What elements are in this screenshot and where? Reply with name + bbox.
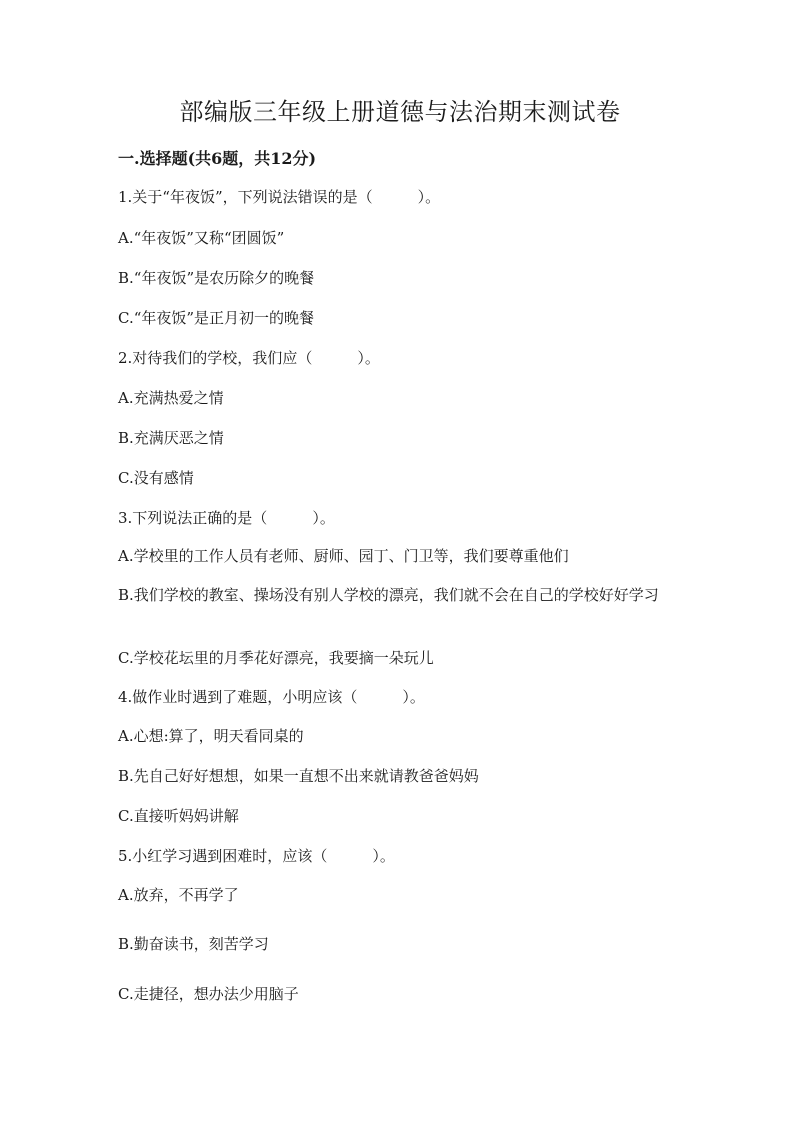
question-4-stem: 4.做作业时遇到了难题，小明应该（ ）。 [118,688,425,706]
question-5-option-a: A.放弃，不再学了 [118,886,239,904]
question-1-option-a: A.“年夜饭”又称“团圆饭” [118,229,285,247]
question-1-option-c: C.“年夜饭”是正月初一的晚餐 [118,309,315,327]
question-3-option-b: B.我们学校的教室、操场没有别人学校的漂亮，我们就不会在自己的学校好好学习 [118,586,659,604]
question-3-stem: 3.下列说法正确的是（ ）。 [118,509,335,527]
question-3-option-a: A.学校里的工作人员有老师、厨师、园丁、门卫等，我们要尊重他们 [118,547,569,565]
question-2-option-a: A.充满热爱之情 [118,389,224,407]
question-2-option-c: C.没有感情 [118,469,194,487]
question-2-option-b: B.充满厌恶之情 [118,429,224,447]
question-5-option-c: C.走捷径，想办法少用脑子 [118,985,299,1003]
question-1-option-b: B.“年夜饭”是农历除夕的晚餐 [118,269,315,287]
question-4-option-b: B.先自己好好想想，如果一直想不出来就请教爸爸妈妈 [118,767,479,785]
question-1-stem: 1.关于“年夜饭”，下列说法错误的是（ ）。 [118,188,441,206]
document-title: 部编版三年级上册道德与法治期末测试卷 [179,98,621,126]
question-4-option-a: A.心想:算了，明天看同桌的 [118,727,304,745]
question-3-option-c: C.学校花坛里的月季花好漂亮，我要摘一朵玩儿 [118,649,434,667]
question-2-stem: 2.对待我们的学校，我们应（ ）。 [118,349,380,367]
question-5-stem: 5.小红学习遇到困难时，应该（ ）。 [118,847,395,865]
section-heading: 一.选择题(共6题，共12分) [118,149,317,168]
question-5-option-b: B.勤奋读书，刻苦学习 [118,935,269,953]
question-4-option-c: C.直接听妈妈讲解 [118,807,239,825]
